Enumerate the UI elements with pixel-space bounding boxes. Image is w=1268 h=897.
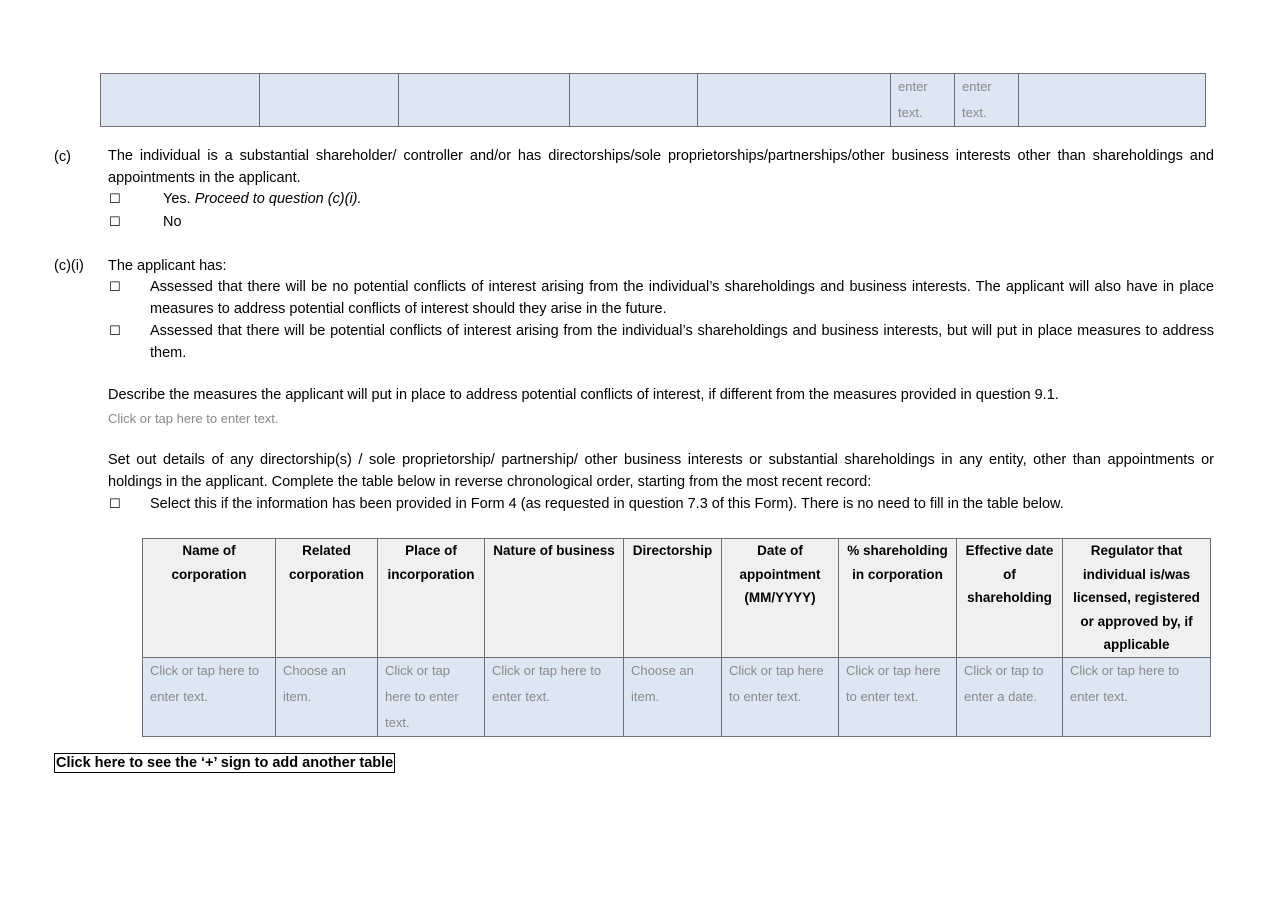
nature-of-business-input[interactable]: Click or tap here to enter text.: [485, 657, 624, 736]
table-cell-placeholder[interactable]: enter text.: [955, 74, 1019, 127]
table-cell[interactable]: [698, 74, 891, 127]
conflict-option: Assessed that there will be potential conflicts of interest arising from the individual’s shareholdings and business interests, but will put in place measures to address them.: [150, 323, 1214, 361]
set-out-text: Set out details of any directorship(s) / sole proprietorship/ partnership/ other business interests or substantial shareholdings in any entity, other than appointments or holdings in the applicant. Complete the table below in reverse chronological order, starting from the most recent record:: [108, 452, 1214, 490]
form4-checkbox[interactable]: ☐: [109, 497, 121, 512]
header-regulator: Regulator that individual is/was licensed, registered or approved by, if applicable: [1063, 539, 1211, 658]
table-cell[interactable]: [260, 74, 399, 127]
section-ci-intro: The applicant has:: [108, 258, 227, 274]
table-row: [101, 74, 1206, 127]
header-effective-date: Effective date of shareholding: [957, 539, 1063, 658]
table-cell[interactable]: [399, 74, 570, 127]
shareholding-input[interactable]: Click or tap here to enter text.: [839, 657, 957, 736]
header-shareholding: % shareholding in corporation: [839, 539, 957, 658]
table-header-row: [143, 539, 1211, 658]
header-directorship: Directorship: [624, 539, 722, 658]
describe-prompt: Describe the measures the applicant will put in place to address potential conflicts of interest, if different from the measures provided in question 9.1.: [108, 387, 1059, 403]
header-place-of-incorporation: Place of incorporation: [378, 539, 485, 658]
effective-date-picker[interactable]: Click or tap to enter a date.: [957, 657, 1063, 736]
regulator-input[interactable]: Click or tap here to enter text.: [1063, 657, 1211, 736]
form4-option: Select this if the information has been provided in Form 4 (as requested in question 7.3 of this Form). There is no need to fill in the table below.: [150, 496, 1064, 512]
no-conflict-checkbox[interactable]: ☐: [109, 280, 121, 295]
yes-instruction: Proceed to question (c)(i).: [194, 191, 362, 207]
yes-label: Yes.: [163, 191, 191, 207]
section-ci-label: (c)(i): [54, 258, 84, 274]
date-of-appointment-input[interactable]: Click or tap here to enter text.: [722, 657, 839, 736]
header-nature-of-business: Nature of business: [485, 539, 624, 658]
name-of-corporation-input[interactable]: Click or tap here to enter text.: [143, 657, 276, 736]
table-row: [143, 657, 1211, 736]
table-cell[interactable]: [1019, 74, 1206, 127]
yes-checkbox[interactable]: ☐: [109, 192, 121, 207]
conflict-checkbox[interactable]: ☐: [109, 324, 121, 339]
no-conflict-option: Assessed that there will be no potential conflicts of interest arising from the individual’s shareholdings and business interests. The applicant will also have in place measures to address potential conflicts of interest should they arise in the future.: [150, 279, 1214, 317]
details-table: [142, 538, 1211, 737]
add-table-link[interactable]: Click here to see the ‘+’ sign to add another table: [56, 755, 394, 771]
no-label: No: [163, 214, 182, 230]
header-related-corporation: Related corporation: [276, 539, 378, 658]
table-cell-placeholder[interactable]: enter text.: [891, 74, 955, 127]
place-of-incorporation-input[interactable]: Click or tap here to enter text.: [378, 657, 485, 736]
describe-input[interactable]: Click or tap here to enter text.: [108, 411, 279, 426]
directorship-dropdown[interactable]: Choose an item.: [624, 657, 722, 736]
previous-table-fragment: [100, 73, 1206, 127]
no-checkbox[interactable]: ☐: [109, 215, 121, 230]
section-c-label: (c): [54, 149, 71, 165]
section-c-text: The individual is a substantial shareholder/ controller and/or has directorships/sole proprietorships/partnerships/other business interests other than shareholdings and appointments in the applicant.: [108, 148, 1214, 186]
table-cell[interactable]: [570, 74, 698, 127]
table-cell[interactable]: [101, 74, 260, 127]
yes-option: [163, 189, 362, 210]
header-name-of-corporation: Name of corporation: [143, 539, 276, 658]
related-corporation-dropdown[interactable]: Choose an item.: [276, 657, 378, 736]
header-date-of-appointment: Date of appointment (MM/YYYY): [722, 539, 839, 658]
